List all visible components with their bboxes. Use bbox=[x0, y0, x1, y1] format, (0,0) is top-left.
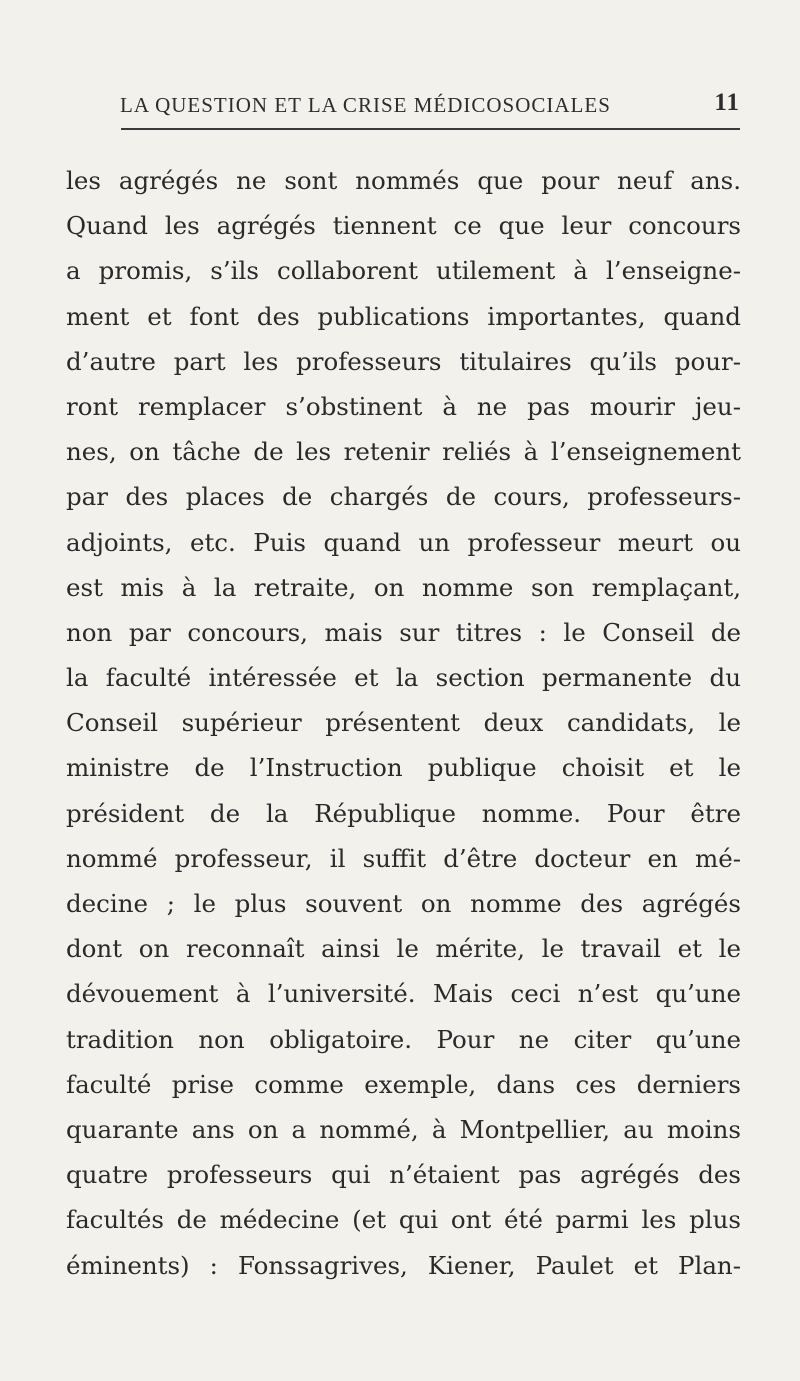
text-line: d’autre part les professeurs titulaires qu’ils pour- bbox=[66, 346, 741, 376]
text-line: nommé professeur, il suffit d’être docteur en mé- bbox=[66, 843, 741, 873]
text-line: adjoints, etc. Puis quand un professeur meurt ou bbox=[66, 527, 741, 557]
text-line: Quand les agrégés tiennent ce que leur concours bbox=[66, 211, 741, 241]
text-line: faculté prise comme exemple, dans ces derniers bbox=[66, 1069, 741, 1099]
text-line: ront remplacer s’obstinent à ne pas mourir jeu- bbox=[66, 391, 741, 421]
text-line: a promis, s’ils collaborent utilement à l’enseigne- bbox=[66, 256, 741, 286]
text-line: dévouement à l’université. Mais ceci n’est qu’une bbox=[66, 979, 741, 1009]
text-line: tradition non obligatoire. Pour ne citer qu’une bbox=[66, 1024, 741, 1054]
text-line: ment et font des publications importantes, quand bbox=[66, 301, 741, 331]
text-line: les agrégés ne sont nommés que pour neuf ans. bbox=[66, 166, 741, 195]
text-line: facultés de médecine (et qui ont été parmi les plus bbox=[66, 1205, 741, 1235]
text-line: est mis à la retraite, on nomme son remplaçant, bbox=[66, 572, 741, 602]
body-paragraph bbox=[66, 158, 741, 1288]
text-line: éminents) : Fonssagrives, Kiener, Paulet et Plan- bbox=[66, 1250, 741, 1280]
text-line: par des places de chargés de cours, professeurs- bbox=[66, 482, 741, 512]
text-line: Conseil supérieur présentent deux candidats, le bbox=[66, 708, 741, 738]
text-line: dont on reconnaît ainsi le mérite, le travail et le bbox=[66, 934, 741, 964]
text-line: la faculté intéressée et la section permanente du bbox=[66, 663, 741, 693]
header-rule bbox=[121, 128, 740, 130]
text-line: non par concours, mais sur titres : le Conseil de bbox=[66, 617, 741, 647]
text-line: nes, on tâche de les retenir reliés à l’enseignement bbox=[66, 437, 741, 467]
text-line: quarante ans on a nommé, à Montpellier, au moins bbox=[66, 1114, 741, 1144]
text-line: quatre professeurs qui n’étaient pas agrégés des bbox=[66, 1160, 741, 1190]
text-line: ministre de l’Instruction publique choisit et le bbox=[66, 753, 741, 783]
text-line: decine ; le plus souvent on nomme des agrégés bbox=[66, 889, 741, 918]
text-line: président de la République nomme. Pour être bbox=[66, 798, 741, 828]
running-title: LA QUESTION ET LA CRISE MÉDICOSOCIALES bbox=[120, 93, 611, 117]
page-number: 11 bbox=[714, 89, 740, 116]
running-head bbox=[120, 89, 740, 123]
